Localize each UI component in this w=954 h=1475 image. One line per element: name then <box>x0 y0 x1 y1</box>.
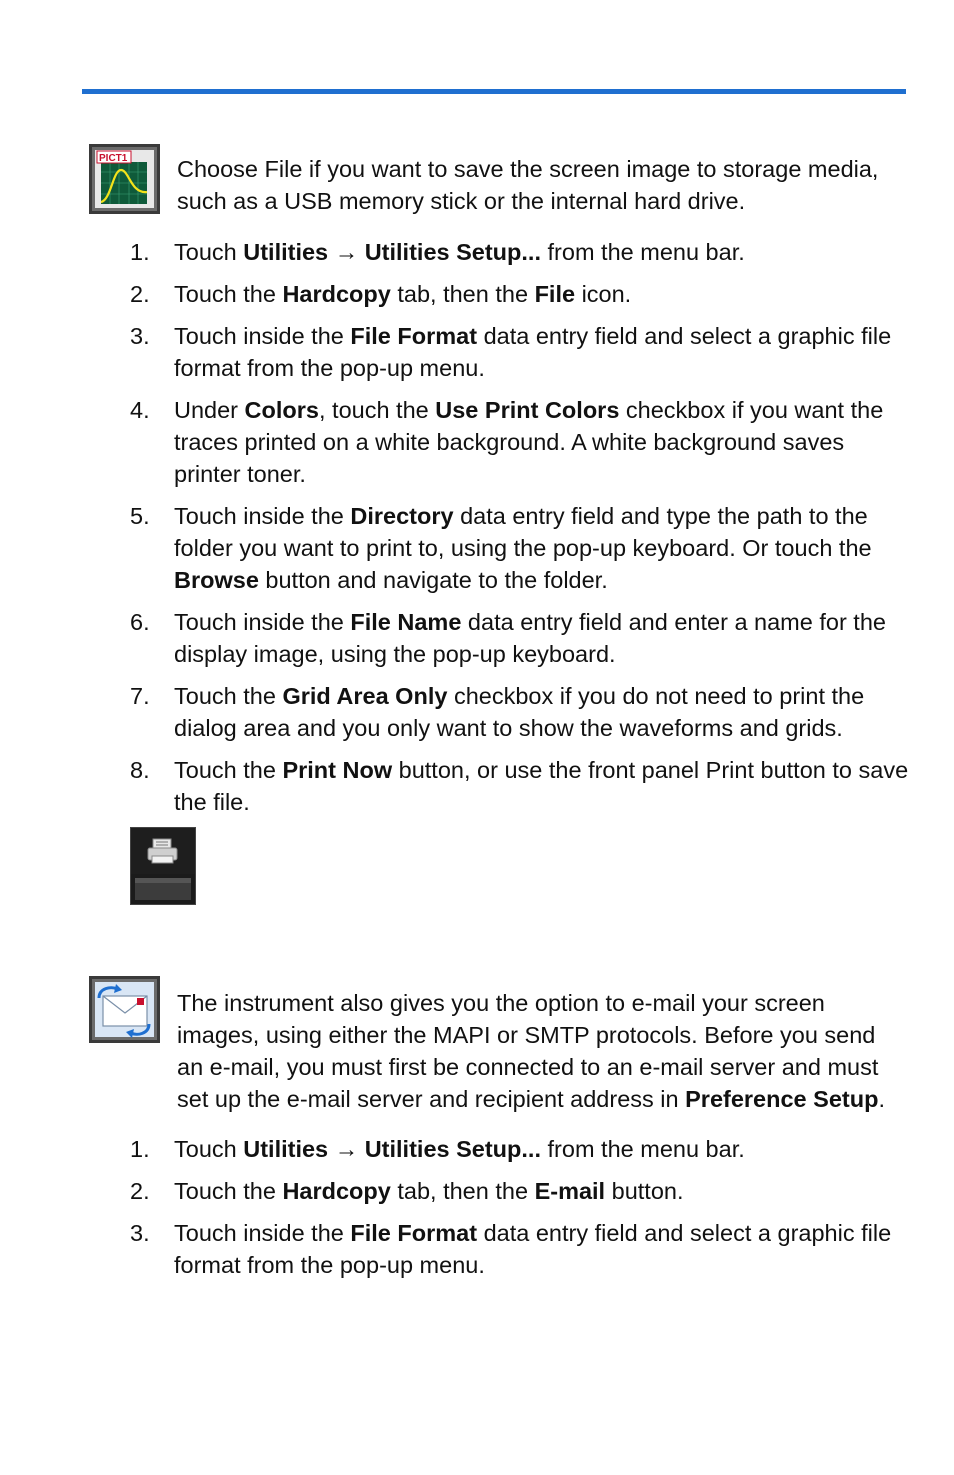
text-run: Touch inside the <box>174 503 351 529</box>
step-number: 5. <box>130 503 150 529</box>
step-text <box>174 397 883 487</box>
step-number: 8. <box>130 757 150 783</box>
step-text <box>174 1178 684 1204</box>
step-number: 2. <box>130 1178 150 1204</box>
step-item <box>130 1175 910 1207</box>
text-run: Touch the <box>174 281 283 307</box>
text-run: data entry field and type the path to the folder you want to print to, using the pop-up keyboard. Or touch the <box>174 503 872 561</box>
text-run: → <box>328 1136 365 1162</box>
text-run: checkbox if you want the traces printed on a white background. A white background saves printer toner. <box>174 397 884 487</box>
step-number: 7. <box>130 683 150 709</box>
text-run: from the menu bar. <box>540 1136 745 1162</box>
text-run: icon. <box>575 281 632 307</box>
email-icon <box>89 976 160 1043</box>
email-intro-text <box>177 987 902 1115</box>
file-steps-list <box>130 236 910 828</box>
text-run: button and navigate to the folder. <box>258 567 608 593</box>
step-number: 2. <box>130 281 150 307</box>
bold-term: Colors <box>244 397 319 423</box>
step-text <box>174 1220 891 1278</box>
step-number: 3. <box>130 323 150 349</box>
text-run: Under <box>174 397 245 423</box>
step-item <box>130 320 910 384</box>
step-number: 6. <box>130 609 150 635</box>
text-run: checkbox if you do not need to print the dialog area and you only want to show the waveforms and grids. <box>174 683 865 741</box>
text-run: Touch inside the <box>174 609 351 635</box>
bold-term: File Format <box>350 1220 478 1246</box>
bold-term: Use Print Colors <box>435 397 620 423</box>
bold-term: Utilities <box>243 239 329 265</box>
bold-term: Directory <box>350 503 454 529</box>
bold-term: Print Now <box>282 757 393 783</box>
bold-term: Utilities Setup... <box>364 239 541 265</box>
text-run: Touch <box>174 1136 244 1162</box>
text-run: data entry field and select a graphic file format from the pop-up menu. <box>174 1220 892 1278</box>
step-item <box>130 236 910 268</box>
step-item <box>130 500 910 596</box>
step-item <box>130 606 910 670</box>
bold-term: Preference Setup <box>685 1086 879 1112</box>
step-text <box>174 503 872 593</box>
text-run: Touch <box>174 239 244 265</box>
email-steps-list <box>130 1133 910 1291</box>
bold-term: File Format <box>350 323 478 349</box>
text-run: Touch the <box>174 1178 283 1204</box>
step-text <box>174 323 891 381</box>
step-text <box>174 757 908 815</box>
step-text <box>174 281 631 307</box>
text-run: data entry field and select a graphic file format from the pop-up menu. <box>174 323 892 381</box>
step-item <box>130 1217 910 1281</box>
text-run: → <box>328 239 365 265</box>
svg-text:PICT1: PICT1 <box>99 153 128 164</box>
text-run: Touch inside the <box>174 1220 351 1246</box>
step-item <box>130 1133 910 1165</box>
step-number: 1. <box>130 1136 150 1162</box>
step-text <box>174 239 745 265</box>
file-intro-text: Choose File if you want to save the screen image to storage media, such as a USB memory stick or the internal hard drive. <box>177 156 879 214</box>
text-run: Touch inside the <box>174 323 351 349</box>
step-text <box>174 609 886 667</box>
text-run: from the menu bar. <box>540 239 745 265</box>
bold-term: File <box>534 281 576 307</box>
text-run: . <box>878 1086 885 1112</box>
step-number: 3. <box>130 1220 150 1246</box>
bold-term: File Name <box>350 609 462 635</box>
step-item <box>130 754 910 818</box>
step-item <box>130 394 910 490</box>
text-run: tab, then the <box>390 281 535 307</box>
text-run: , touch the <box>318 397 436 423</box>
step-item <box>130 278 910 310</box>
header-rule <box>82 89 906 94</box>
text-run: Touch the <box>174 757 283 783</box>
text-run: Touch the <box>174 683 283 709</box>
step-number: 4. <box>130 397 150 423</box>
text-run: data entry field and enter a name for the display image, using the pop-up keyboard. <box>174 609 886 667</box>
step-number: 1. <box>130 239 150 265</box>
bold-term: Utilities Setup... <box>364 1136 541 1162</box>
bold-term: Hardcopy <box>282 1178 391 1204</box>
step-item <box>130 680 910 744</box>
step-text <box>174 683 864 741</box>
print-now-button[interactable] <box>130 827 196 905</box>
bold-term: Hardcopy <box>282 281 391 307</box>
text-run: button, or use the front panel Print button to save the file. <box>174 757 909 815</box>
text-run: The instrument also gives you the option to e-mail your screen images, using either the MAPI or SMTP protocols. Before you send an e-mail, you must first be connected to an e-mail server and must set up the e-mail server and recipient address in <box>177 990 879 1112</box>
text-run: button. <box>605 1178 684 1204</box>
bold-term: Browse <box>174 567 259 593</box>
pict-file-icon <box>89 144 160 214</box>
bold-term: Grid Area Only <box>282 683 448 709</box>
text-run: tab, then the <box>390 1178 535 1204</box>
bold-term: E-mail <box>534 1178 606 1204</box>
step-text <box>174 1136 745 1162</box>
bold-term: Utilities <box>243 1136 329 1162</box>
